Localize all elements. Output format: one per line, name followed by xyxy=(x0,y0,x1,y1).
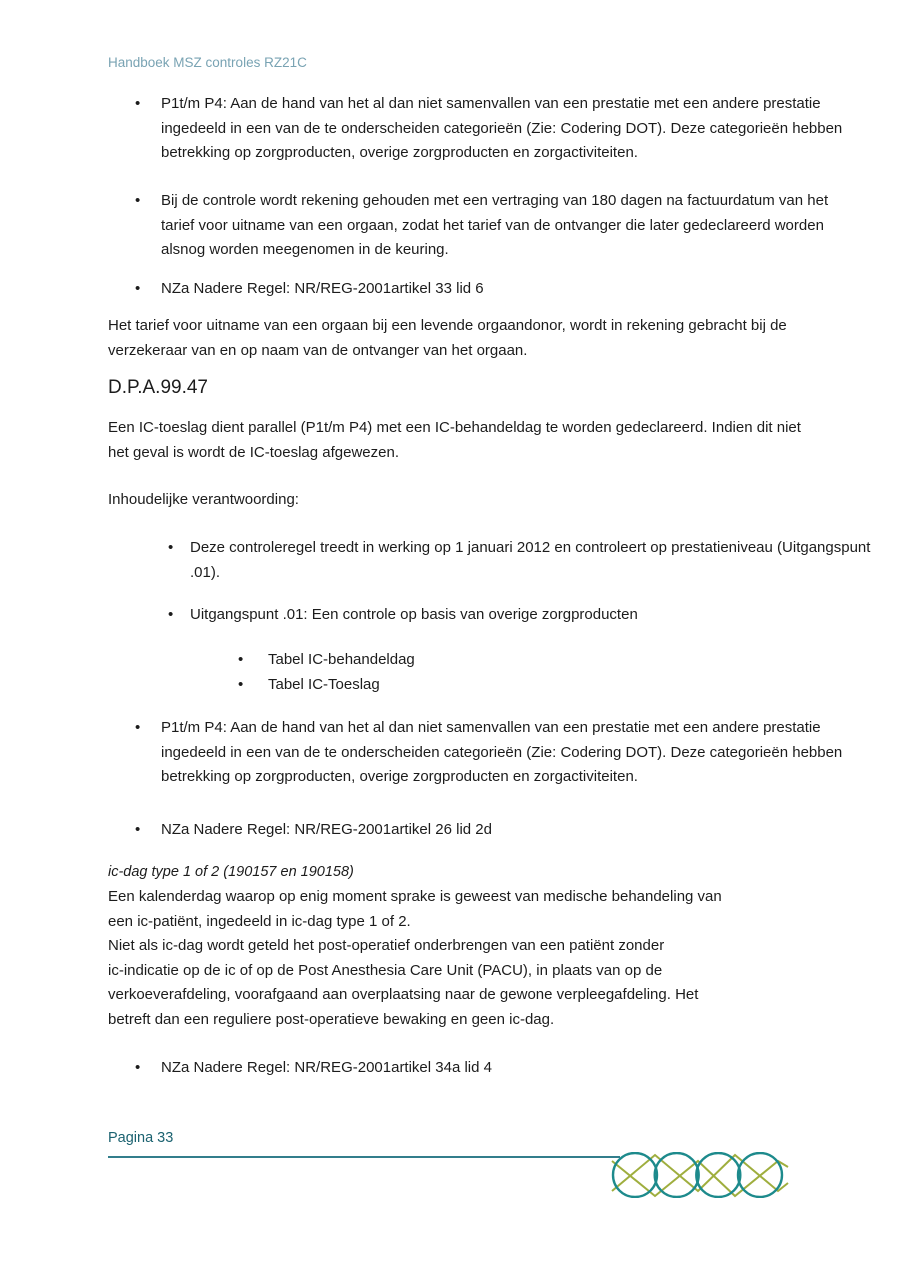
bullet-item-categorieen-2 xyxy=(108,716,856,790)
bullet-item-controleregel xyxy=(108,536,885,585)
bullet-text: NZa Nadere Regel: NR/REG-2001artikel 33 lid 6 xyxy=(161,280,484,297)
bullet-text: P1t/m P4: Aan de hand van het al dan niet samenvallen van een prestatie met een andere prestatie ingedeeld in een van de te onderscheiden categorieën (Zie: Codering DOT). Deze categorieën hebben betrekking op zorgproducten, overige zorgproducten en zorgactiviteiten. xyxy=(161,719,843,785)
organization-logo-icon xyxy=(610,1152,790,1198)
bullet-icon: • xyxy=(135,280,141,297)
bullet-item-uitgangspunt xyxy=(108,603,885,628)
icdag-line: verkoeverafdeling, voorafgaand aan overplaatsing naar de gewone verpleegafdeling. Het xyxy=(108,986,699,1003)
bullet-icon: • xyxy=(135,192,141,209)
bullet-item-vertraging xyxy=(108,189,856,263)
bullet-item-tabel-toeslag xyxy=(108,673,900,698)
bullet-text: Bij de controle wordt rekening gehouden met een vertraging van 180 dagen na factuurdatum van het tarief voor uitname van een orgaan, zodat het tarief van de ontvanger die later gedeclareerd worden alsnog worden meegenomen in de keuring. xyxy=(161,192,829,258)
bullet-icon: • xyxy=(135,1059,141,1076)
bullet-text: NZa Nadere Regel: NR/REG-2001artikel 26 lid 2d xyxy=(161,821,492,838)
bullet-text: Tabel IC-Toeslag xyxy=(268,676,380,693)
bullet-icon: • xyxy=(168,539,174,556)
icdag-type-heading: ic-dag type 1 of 2 (190157 en 190158) xyxy=(108,864,354,880)
bullet-item-nza-34a xyxy=(108,1056,856,1081)
bullet-icon: • xyxy=(238,676,244,693)
bullet-item-nza-33 xyxy=(108,277,856,302)
icdag-line: Een kalenderdag waarop op enig moment sprake is geweest van medische behandeling van xyxy=(108,888,722,905)
bullet-text: P1t/m P4: Aan de hand van het al dan niet samenvallen van een prestatie met een andere prestatie ingedeeld in een van de te onderscheiden categorieën (Zie: Codering DOT). Deze categorieën hebben betrekking op zorgproducten, overige zorgproducten en zorgactiviteiten. xyxy=(161,95,843,161)
bullet-text: NZa Nadere Regel: NR/REG-2001artikel 34a lid 4 xyxy=(161,1059,492,1076)
document-header: Handboek MSZ controles RZ21C xyxy=(108,55,307,70)
bullet-text: Deze controleregel treedt in werking op 1 januari 2012 en controleert op prestatieniveau (Uitgangspunt .01). xyxy=(190,539,871,581)
bullet-item-nza-26 xyxy=(108,818,856,843)
paragraph-orgaandonor: Het tarief voor uitname van een orgaan bij een levende orgaandonor, wordt in rekening gebracht bij de verzekeraar van en op naam van de ontvanger van het orgaan. xyxy=(108,317,787,359)
page-number-label: Pagina 33 xyxy=(108,1130,174,1146)
bullet-icon: • xyxy=(135,821,141,838)
paragraph-ic-toeslag: Een IC-toeslag dient parallel (P1t/m P4) met een IC-behandeldag te worden gedeclareerd. Indien dit niet het geval is wordt de IC-toeslag afgewezen. xyxy=(108,419,801,461)
bullet-text: Tabel IC-behandeldag xyxy=(268,651,415,668)
bullet-icon: • xyxy=(238,651,244,668)
section-heading-dpa: D.P.A.99.47 xyxy=(108,377,209,398)
bullet-icon: • xyxy=(168,606,174,623)
icdag-line: een ic-patiënt, ingedeeld in ic-dag type 1 of 2. xyxy=(108,912,411,930)
icdag-line: ic-indicatie op de ic of op de Post Anesthesia Care Unit (PACU), in plaats van op de xyxy=(108,961,663,979)
icdag-line: betreft dan een reguliere post-operatieve bewaking en geen ic-dag. xyxy=(108,1010,555,1028)
bullet-item-tabel-behandeldag xyxy=(108,648,900,673)
paragraph-icdag xyxy=(108,885,803,1032)
label-verantwoording: Inhoudelijke verantwoording: xyxy=(108,491,299,508)
icdag-line: Niet als ic-dag wordt geteld het post-operatief onderbrengen van een patiënt zonder xyxy=(108,937,665,954)
footer-divider xyxy=(108,1156,620,1158)
bullet-text: Uitgangspunt .01: Een controle op basis van overige zorgproducten xyxy=(190,606,638,623)
bullet-item-categorieen xyxy=(108,92,856,166)
bullet-icon: • xyxy=(135,95,141,112)
bullet-icon: • xyxy=(135,719,141,736)
